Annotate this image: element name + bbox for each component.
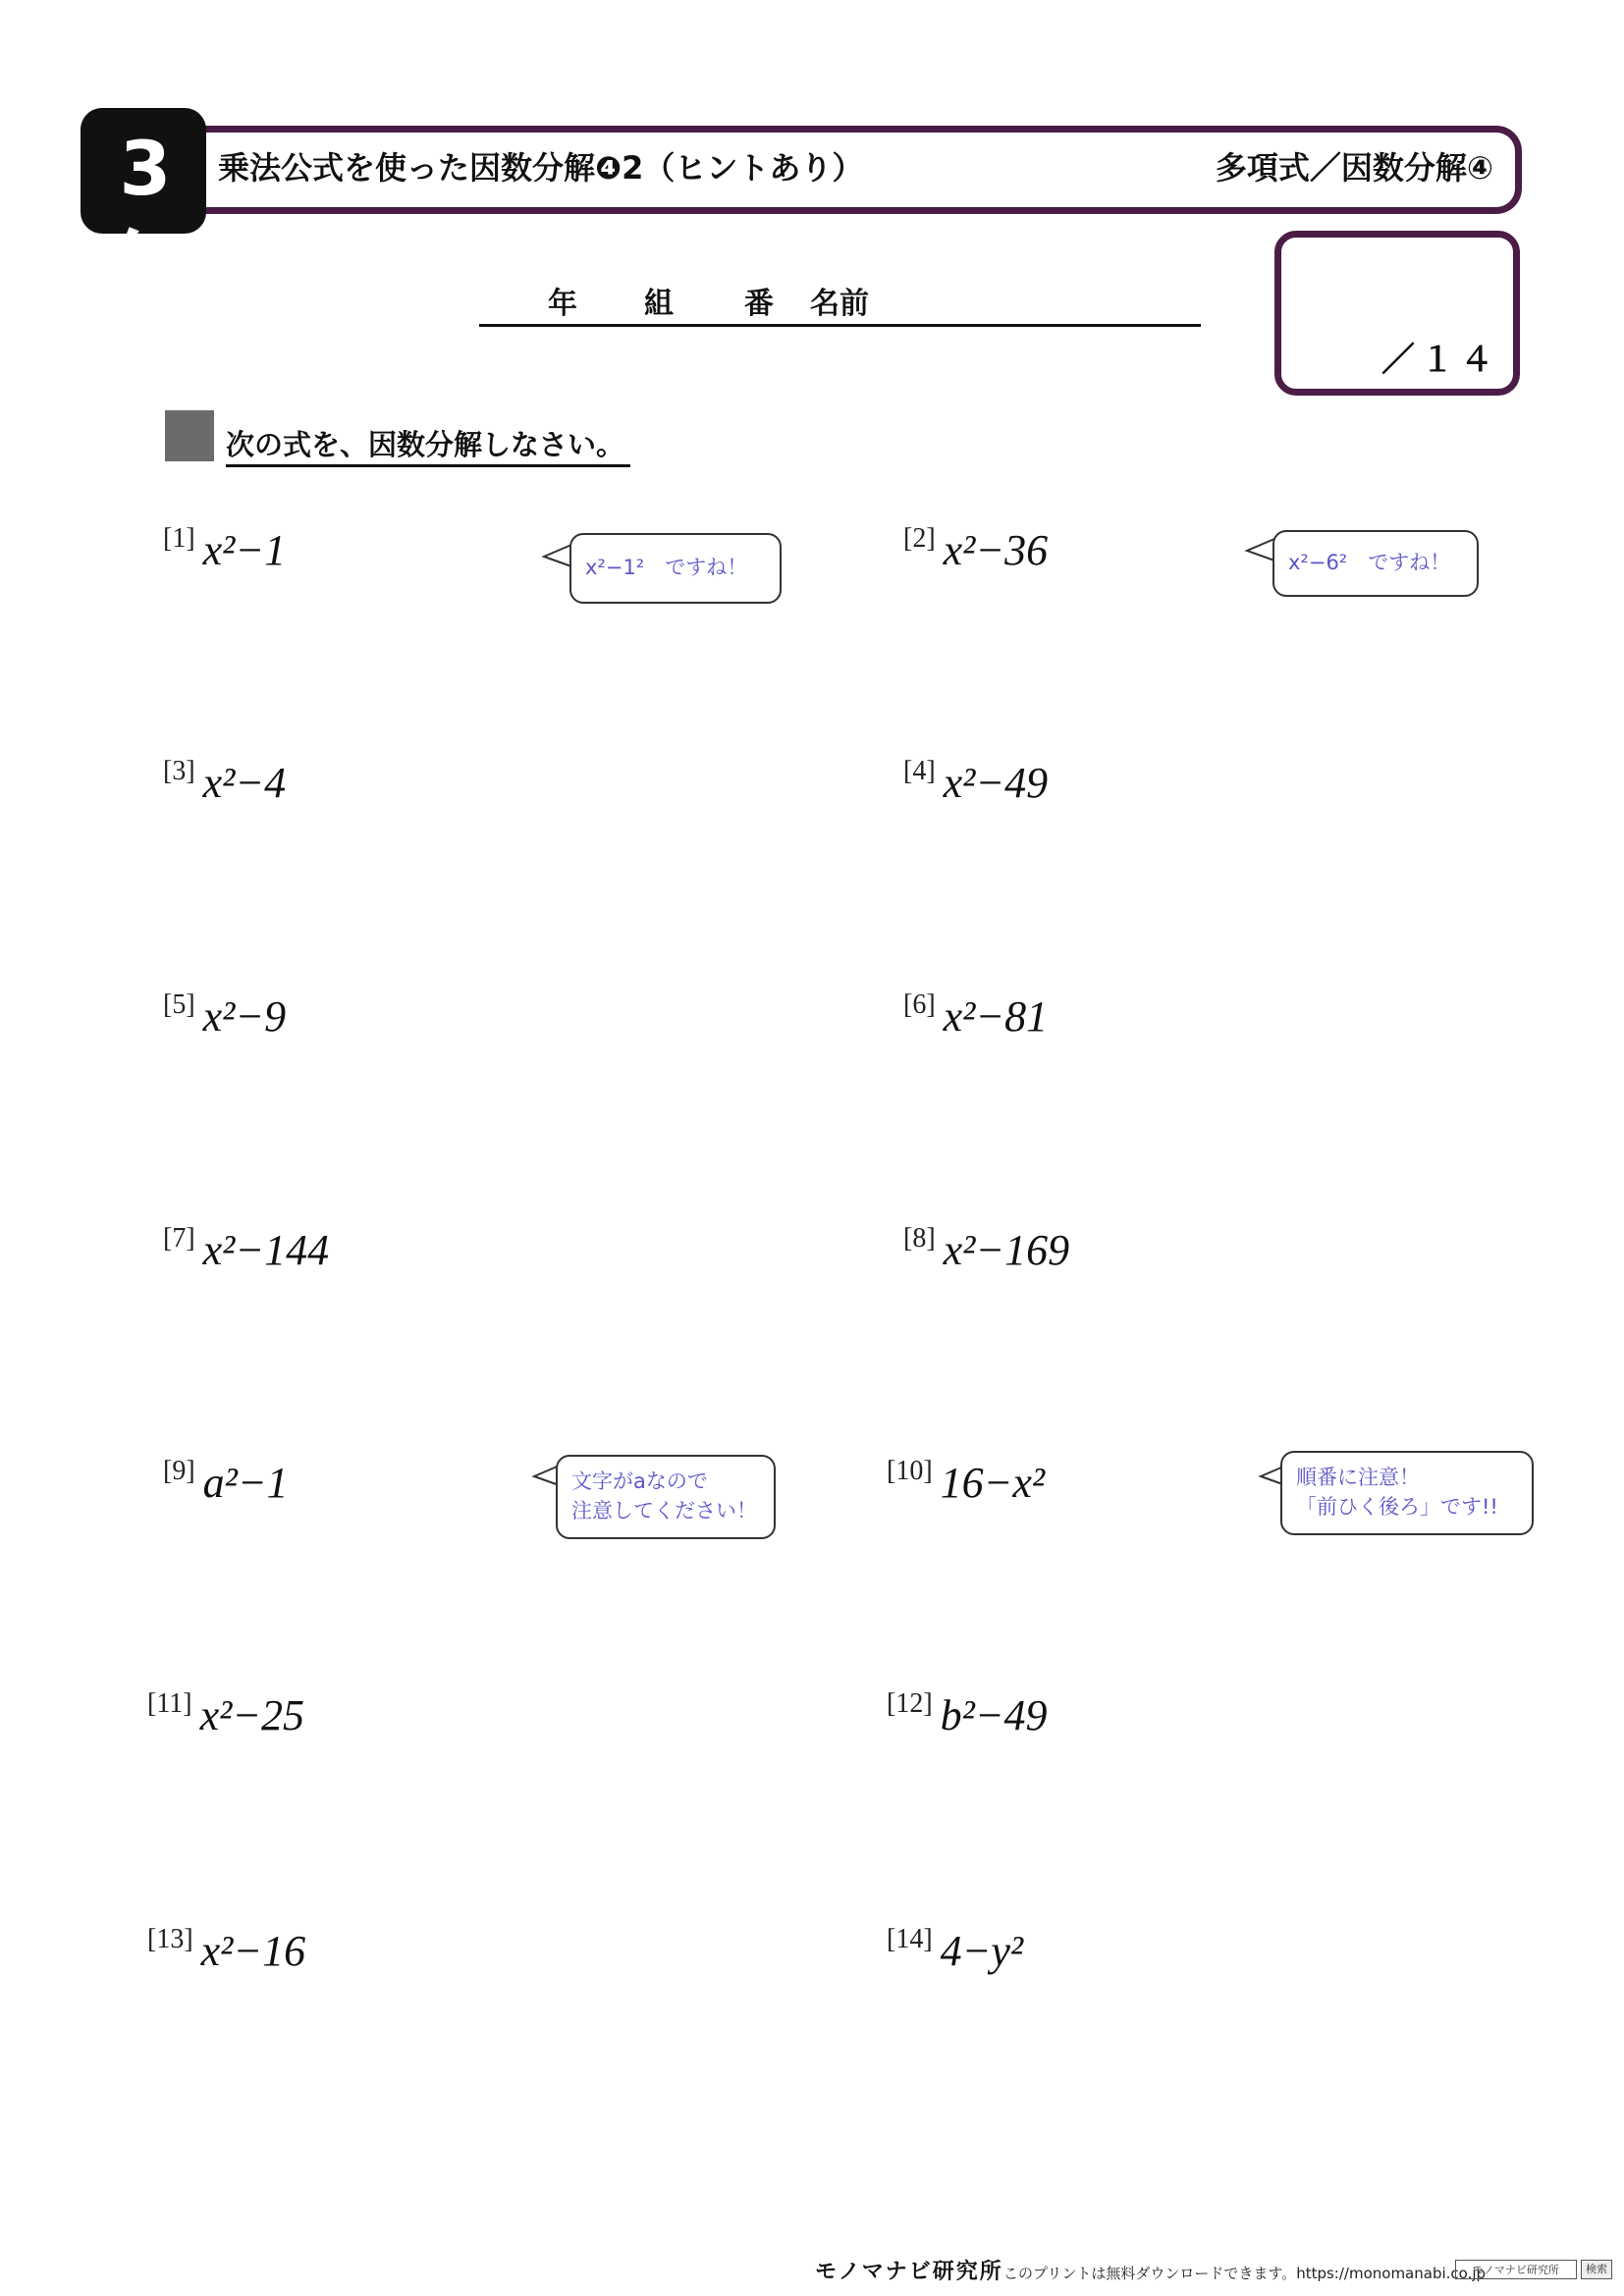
problem-number: [10]: [887, 1456, 933, 1486]
problem-4: [903, 758, 1048, 808]
problem-1: [163, 525, 286, 575]
problem-3: [163, 758, 286, 808]
hint-text: x²−1² ですね！: [585, 556, 748, 579]
problem-number: [5]: [163, 989, 195, 1020]
footer-note: このプリントは無料ダウンロードできます。https://monomanabi.co.jp: [1003, 2265, 1487, 2282]
problem-number: [1]: [163, 523, 195, 554]
instruction-text: 次の式を、因数分解しなさい。: [226, 425, 630, 467]
problem-expression: b²−49: [940, 1691, 1048, 1739]
hint-text-line2: 注意してください！: [571, 1499, 757, 1522]
problem-number: [13]: [147, 1924, 193, 1954]
hint-bubble-9: [556, 1455, 776, 1539]
name-line: [479, 285, 1201, 327]
problem-6: [903, 991, 1048, 1041]
unit-label: 多項式／因数分解④: [1215, 149, 1493, 187]
problem-expression: x²−49: [943, 759, 1049, 807]
problem-expression: x²−9: [202, 992, 287, 1041]
hint-bubble-10: [1280, 1451, 1534, 1535]
problem-number: [9]: [163, 1456, 195, 1486]
problem-5: [163, 991, 286, 1041]
worksheet-title: 乗法公式を使った因数分解❹2（ヒントあり）: [218, 149, 864, 187]
instruction-marker: [165, 410, 214, 461]
problem-expression: x²−36: [943, 526, 1049, 574]
hint-text-line1: 文字がaなので: [571, 1469, 708, 1493]
problem-11: [147, 1690, 304, 1740]
problem-12: [887, 1690, 1048, 1740]
footer-logo: [815, 2258, 1003, 2287]
footer-search-box[interactable]: モノマナビ研究所: [1455, 2260, 1577, 2279]
problem-number: [2]: [903, 523, 936, 554]
problem-expression: x²−25: [199, 1691, 305, 1739]
name-label: 名前: [810, 287, 869, 321]
year-label: 年: [548, 287, 577, 321]
hint-bubble-1: [569, 533, 782, 604]
hint-text-line1: 順番に注意！: [1296, 1466, 1420, 1489]
score-box: [1274, 231, 1520, 396]
number-label: 番: [744, 287, 774, 321]
problem-expression: a²−1: [202, 1459, 289, 1507]
problem-expression: x²−81: [943, 992, 1049, 1041]
score-total: ／１４: [1381, 341, 1499, 380]
logo-text: モノマナビ研究所: [815, 2260, 1003, 2284]
problem-number: [7]: [163, 1223, 195, 1254]
class-label: 組: [644, 287, 674, 321]
problem-13: [147, 1926, 305, 1976]
problem-expression: x²−144: [202, 1226, 330, 1274]
problem-number: [6]: [903, 989, 936, 1020]
problem-number: [4]: [903, 756, 936, 786]
problem-number: [3]: [163, 756, 195, 786]
problem-8: [903, 1225, 1069, 1275]
problem-14: [887, 1926, 1023, 1976]
footer-search-button[interactable]: 検索: [1581, 2260, 1612, 2279]
grade-label: 3年: [108, 125, 179, 310]
problem-number: [12]: [887, 1688, 933, 1719]
problem-expression: 4−y²: [940, 1927, 1024, 1975]
problem-2: [903, 525, 1048, 575]
problem-9: [163, 1458, 289, 1508]
hint-text-line2: 「前ひく後ろ」です!!: [1296, 1495, 1498, 1519]
problem-expression: x²−16: [200, 1927, 306, 1975]
problem-number: [8]: [903, 1223, 936, 1254]
hint-bubble-2: [1272, 530, 1479, 597]
problem-number: [11]: [147, 1688, 192, 1719]
problem-expression: x²−1: [202, 526, 287, 574]
problem-expression: x²−169: [943, 1226, 1070, 1274]
problem-expression: 16−x²: [940, 1459, 1046, 1507]
problem-7: [163, 1225, 329, 1275]
problem-10: [887, 1458, 1045, 1508]
problem-expression: x²−4: [202, 759, 287, 807]
hint-text: x²−6² ですね！: [1288, 551, 1451, 574]
problem-number: [14]: [887, 1924, 933, 1954]
